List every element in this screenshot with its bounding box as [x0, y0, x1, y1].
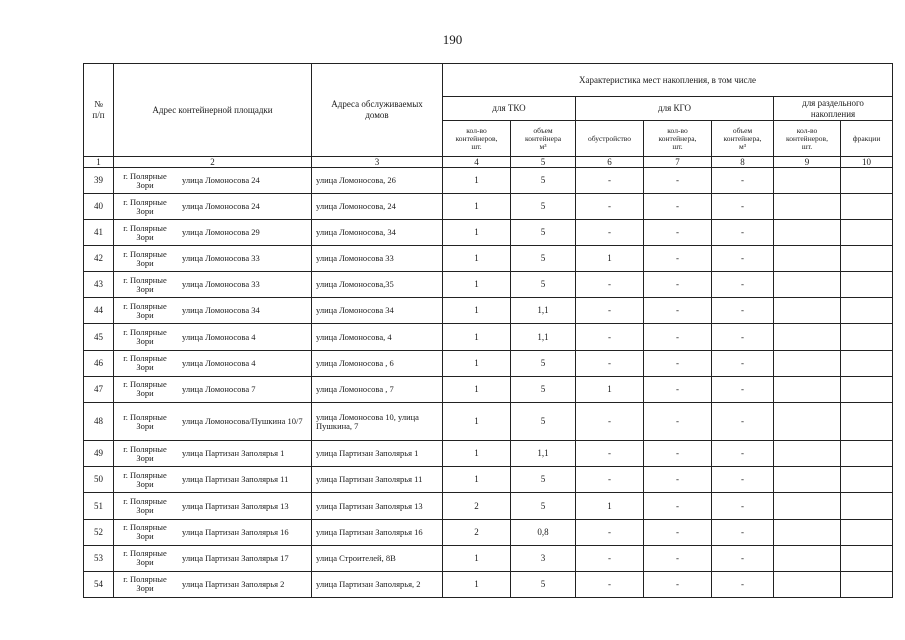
site-city: г. Полярные Зори [123, 548, 167, 568]
cell-site-address [114, 571, 312, 597]
cell-kgo-arrangement: 1 [576, 493, 644, 519]
cell-kgo-count: - [644, 467, 712, 493]
cell-sep-count [774, 272, 841, 298]
cell-sep-fractions [841, 402, 893, 441]
table-row [84, 545, 893, 571]
site-city: г. Полярные Зори [123, 469, 167, 489]
cell-site-address [114, 324, 312, 350]
table-row [84, 168, 893, 194]
cell-row-number: 41 [84, 220, 114, 246]
cell-kgo-volume: - [712, 467, 774, 493]
cell-kgo-volume: - [712, 168, 774, 194]
column-number: 9 [774, 157, 841, 168]
cell-tko-count: 1 [443, 402, 511, 441]
cell-served-houses: улица Ломоносова 33 [312, 246, 443, 272]
cell-row-number: 40 [84, 194, 114, 220]
cell-site-address [114, 402, 312, 441]
site-street: улица Ломоносова 34 [182, 305, 260, 316]
cell-sep-fractions [841, 246, 893, 272]
table-row [84, 220, 893, 246]
table-row [84, 467, 893, 493]
site-street: улица Ломоносова 4 [182, 331, 256, 342]
cell-served-houses: улица Партизан Заполярья 16 [312, 519, 443, 545]
site-street: улица Ломоносова 33 [182, 279, 260, 290]
cell-kgo-count: - [644, 441, 712, 467]
column-number: 5 [511, 157, 576, 168]
column-number: 6 [576, 157, 644, 168]
cell-tko-volume: 5 [511, 493, 576, 519]
cell-kgo-count: - [644, 402, 712, 441]
cell-served-houses: улица Ломоносова, 24 [312, 194, 443, 220]
cell-tko-volume: 1,1 [511, 298, 576, 324]
table-row [84, 493, 893, 519]
site-city: г. Полярные Зори [123, 170, 167, 190]
cell-served-houses: улица Партизан Заполярья 1 [312, 441, 443, 467]
cell-row-number: 51 [84, 493, 114, 519]
cell-row-number: 44 [84, 298, 114, 324]
cell-served-houses: улица Партизан Заполярья 11 [312, 467, 443, 493]
site-city: г. Полярные Зори [123, 353, 167, 373]
cell-sep-count [774, 376, 841, 402]
cell-kgo-volume: - [712, 324, 774, 350]
cell-kgo-arrangement: 1 [576, 376, 644, 402]
cell-tko-count: 1 [443, 298, 511, 324]
cell-served-houses: улица Строителей, 8В [312, 545, 443, 571]
cell-sep-count [774, 571, 841, 597]
cell-tko-volume: 5 [511, 168, 576, 194]
cell-row-number: 43 [84, 272, 114, 298]
cell-sep-count [774, 194, 841, 220]
cell-row-number: 48 [84, 402, 114, 441]
site-city: г. Полярные Зори [123, 327, 167, 346]
cell-kgo-volume: - [712, 402, 774, 441]
site-street: улица Партизан Заполярья 11 [182, 474, 289, 485]
cell-kgo-volume: - [712, 298, 774, 324]
cell-sep-count [774, 168, 841, 194]
column-number-row [84, 157, 893, 168]
header-col-no: № п/п [84, 64, 114, 157]
cell-site-address [114, 168, 312, 194]
cell-tko-count: 2 [443, 519, 511, 545]
cell-sep-fractions [841, 350, 893, 376]
cell-kgo-count: - [644, 246, 712, 272]
cell-kgo-volume: - [712, 545, 774, 571]
header-tko-volume: объем контейнера м³ [511, 121, 576, 157]
site-city: г. Полярные Зори [123, 274, 167, 294]
site-city: г. Полярные Зори [123, 248, 167, 268]
cell-kgo-count: - [644, 376, 712, 402]
table-row [84, 272, 893, 298]
cell-sep-count [774, 402, 841, 441]
container-sites-table [83, 63, 893, 598]
cell-sep-count [774, 246, 841, 272]
header-kgo-arrangement: обустройство [576, 121, 644, 157]
cell-tko-count: 1 [443, 350, 511, 376]
cell-tko-volume: 5 [511, 272, 576, 298]
cell-served-houses: улица Партизан Заполярья 13 [312, 493, 443, 519]
cell-served-houses: улица Ломоносова , 7 [312, 376, 443, 402]
cell-tko-volume: 5 [511, 194, 576, 220]
cell-kgo-volume: - [712, 246, 774, 272]
cell-tko-volume: 1,1 [511, 324, 576, 350]
cell-kgo-arrangement: - [576, 168, 644, 194]
cell-served-houses: улица Партизан Заполярья, 2 [312, 571, 443, 597]
cell-sep-fractions [841, 571, 893, 597]
cell-sep-count [774, 220, 841, 246]
column-number: 3 [312, 157, 443, 168]
cell-sep-count [774, 493, 841, 519]
cell-kgo-arrangement: - [576, 350, 644, 376]
page-number: 190 [442, 32, 463, 47]
cell-kgo-arrangement: - [576, 519, 644, 545]
cell-sep-count [774, 519, 841, 545]
cell-sep-fractions [841, 493, 893, 519]
cell-row-number: 45 [84, 324, 114, 350]
header-col-served: Адреса обслуживаемых домов [312, 64, 443, 157]
cell-kgo-arrangement: - [576, 545, 644, 571]
cell-site-address [114, 519, 312, 545]
cell-sep-fractions [841, 467, 893, 493]
table-row [84, 194, 893, 220]
cell-sep-count [774, 467, 841, 493]
cell-served-houses: улица Ломоносова,35 [312, 272, 443, 298]
cell-site-address [114, 376, 312, 402]
cell-sep-fractions [841, 272, 893, 298]
cell-sep-count [774, 324, 841, 350]
cell-sep-fractions [841, 324, 893, 350]
cell-tko-count: 1 [443, 220, 511, 246]
cell-sep-fractions [841, 441, 893, 467]
cell-row-number: 50 [84, 467, 114, 493]
header-group-kgo: для КГО [576, 97, 774, 121]
cell-site-address [114, 493, 312, 519]
cell-tko-volume: 5 [511, 246, 576, 272]
table-row [84, 246, 893, 272]
cell-tko-count: 1 [443, 272, 511, 298]
cell-row-number: 52 [84, 519, 114, 545]
cell-site-address [114, 467, 312, 493]
table-row [84, 298, 893, 324]
site-street: улица Ломоносова 24 [182, 201, 260, 212]
cell-tko-volume: 5 [511, 571, 576, 597]
cell-kgo-count: - [644, 272, 712, 298]
cell-kgo-count: - [644, 545, 712, 571]
cell-tko-count: 1 [443, 168, 511, 194]
cell-kgo-arrangement: - [576, 220, 644, 246]
cell-tko-volume: 3 [511, 545, 576, 571]
column-number: 7 [644, 157, 712, 168]
cell-kgo-count: - [644, 324, 712, 350]
table-row [84, 441, 893, 467]
site-street: улица Ломоносова 24 [182, 175, 260, 186]
cell-served-houses: улица Ломоносова , 6 [312, 350, 443, 376]
column-number: 2 [114, 157, 312, 168]
cell-tko-volume: 5 [511, 350, 576, 376]
cell-kgo-arrangement: - [576, 324, 644, 350]
site-street: улица Ломоносова 7 [182, 383, 256, 394]
cell-tko-count: 1 [443, 545, 511, 571]
cell-row-number: 47 [84, 376, 114, 402]
cell-kgo-count: - [644, 168, 712, 194]
cell-kgo-arrangement: - [576, 441, 644, 467]
table-row [84, 350, 893, 376]
cell-sep-count [774, 545, 841, 571]
site-city: г. Полярные Зори [123, 300, 167, 320]
cell-tko-volume: 5 [511, 376, 576, 402]
cell-sep-count [774, 350, 841, 376]
site-street: улица Партизан Заполярья 2 [182, 578, 285, 589]
site-street: улица Ломоносова 4 [182, 357, 256, 368]
header-tko-count: кол-во контейнеров, шт. [443, 121, 511, 157]
site-street: улица Ломоносова 33 [182, 253, 260, 264]
column-number: 1 [84, 157, 114, 168]
cell-site-address [114, 220, 312, 246]
cell-sep-fractions [841, 376, 893, 402]
cell-site-address [114, 246, 312, 272]
cell-served-houses: улица Ломоносова, 4 [312, 324, 443, 350]
cell-kgo-arrangement: 1 [576, 246, 644, 272]
cell-sep-fractions [841, 168, 893, 194]
cell-kgo-volume: - [712, 519, 774, 545]
cell-tko-count: 1 [443, 376, 511, 402]
cell-kgo-volume: - [712, 272, 774, 298]
column-number: 10 [841, 157, 893, 168]
cell-site-address [114, 194, 312, 220]
cell-sep-count [774, 298, 841, 324]
cell-site-address [114, 298, 312, 324]
cell-row-number: 53 [84, 545, 114, 571]
cell-sep-count [774, 441, 841, 467]
cell-kgo-count: - [644, 571, 712, 597]
site-street: улица Ломоносова/Пушкина 10/7 [182, 416, 303, 426]
cell-served-houses: улица Ломоносова, 26 [312, 168, 443, 194]
cell-row-number: 46 [84, 350, 114, 376]
cell-sep-fractions [841, 194, 893, 220]
site-city: г. Полярные Зори [123, 196, 167, 216]
cell-tko-count: 1 [443, 571, 511, 597]
site-street: улица Партизан Заполярья 16 [182, 526, 289, 537]
cell-kgo-count: - [644, 493, 712, 519]
site-city: г. Полярные Зори [123, 496, 167, 515]
cell-site-address [114, 272, 312, 298]
header-kgo-volume: объем контейнера, м³ [712, 121, 774, 157]
site-city: г. Полярные Зори [123, 522, 167, 542]
column-number: 4 [443, 157, 511, 168]
cell-row-number: 39 [84, 168, 114, 194]
cell-kgo-arrangement: - [576, 298, 644, 324]
site-city: г. Полярные Зори [123, 222, 167, 242]
cell-site-address [114, 441, 312, 467]
header-col-address: Адрес контейнерной площадки [114, 64, 312, 157]
cell-site-address [114, 350, 312, 376]
table-row [84, 402, 893, 441]
site-city: г. Полярные Зори [123, 379, 167, 399]
cell-tko-count: 1 [443, 441, 511, 467]
cell-tko-count: 2 [443, 493, 511, 519]
header-sep-fractions: фракции [841, 121, 893, 157]
cell-site-address [114, 545, 312, 571]
site-city: г. Полярные Зори [123, 443, 167, 463]
cell-kgo-count: - [644, 298, 712, 324]
cell-kgo-arrangement: - [576, 272, 644, 298]
table-row [84, 571, 893, 597]
cell-kgo-volume: - [712, 441, 774, 467]
cell-tko-count: 1 [443, 324, 511, 350]
cell-kgo-volume: - [712, 571, 774, 597]
cell-kgo-arrangement: - [576, 571, 644, 597]
column-number: 8 [712, 157, 774, 168]
site-street: улица Партизан Заполярья 13 [182, 500, 289, 511]
cell-kgo-count: - [644, 519, 712, 545]
table-row [84, 324, 893, 350]
cell-row-number: 49 [84, 441, 114, 467]
cell-sep-fractions [841, 220, 893, 246]
cell-kgo-arrangement: - [576, 194, 644, 220]
site-city: г. Полярные Зори [123, 574, 167, 594]
header-group-separate: для раздельного накопления [774, 97, 893, 121]
header-kgo-count: кол-во контейнера, шт. [644, 121, 712, 157]
cell-kgo-arrangement: - [576, 402, 644, 441]
cell-row-number: 54 [84, 571, 114, 597]
table-row [84, 376, 893, 402]
table-row [84, 519, 893, 545]
cell-kgo-volume: - [712, 376, 774, 402]
cell-served-houses: улица Ломоносова 34 [312, 298, 443, 324]
header-characteristics: Характеристика мест накопления, в том числе [443, 64, 893, 97]
cell-kgo-arrangement: - [576, 467, 644, 493]
cell-kgo-count: - [644, 220, 712, 246]
cell-sep-fractions [841, 545, 893, 571]
cell-tko-volume: 5 [511, 220, 576, 246]
cell-tko-volume: 0,8 [511, 519, 576, 545]
cell-sep-fractions [841, 298, 893, 324]
cell-kgo-count: - [644, 350, 712, 376]
cell-kgo-volume: - [712, 220, 774, 246]
site-street: улица Партизан Заполярья 17 [182, 552, 289, 563]
cell-served-houses: улица Ломоносова 10, улица Пушкина, 7 [312, 402, 443, 441]
site-street: улица Ломоносова 29 [182, 227, 260, 238]
cell-served-houses: улица Ломоносова, 34 [312, 220, 443, 246]
header-sep-count: кол-во контейнеров, шт. [774, 121, 841, 157]
cell-kgo-volume: - [712, 493, 774, 519]
cell-tko-volume: 1,1 [511, 441, 576, 467]
header-group-tko: для ТКО [443, 97, 576, 121]
site-city: г. Полярные Зори [123, 411, 167, 431]
cell-tko-volume: 5 [511, 467, 576, 493]
cell-tko-count: 1 [443, 194, 511, 220]
cell-sep-fractions [841, 519, 893, 545]
cell-kgo-volume: - [712, 350, 774, 376]
cell-row-number: 42 [84, 246, 114, 272]
cell-tko-volume: 5 [511, 402, 576, 441]
cell-tko-count: 1 [443, 467, 511, 493]
cell-tko-count: 1 [443, 246, 511, 272]
cell-kgo-count: - [644, 194, 712, 220]
site-street: улица Партизан Заполярья 1 [182, 448, 285, 459]
cell-kgo-volume: - [712, 194, 774, 220]
